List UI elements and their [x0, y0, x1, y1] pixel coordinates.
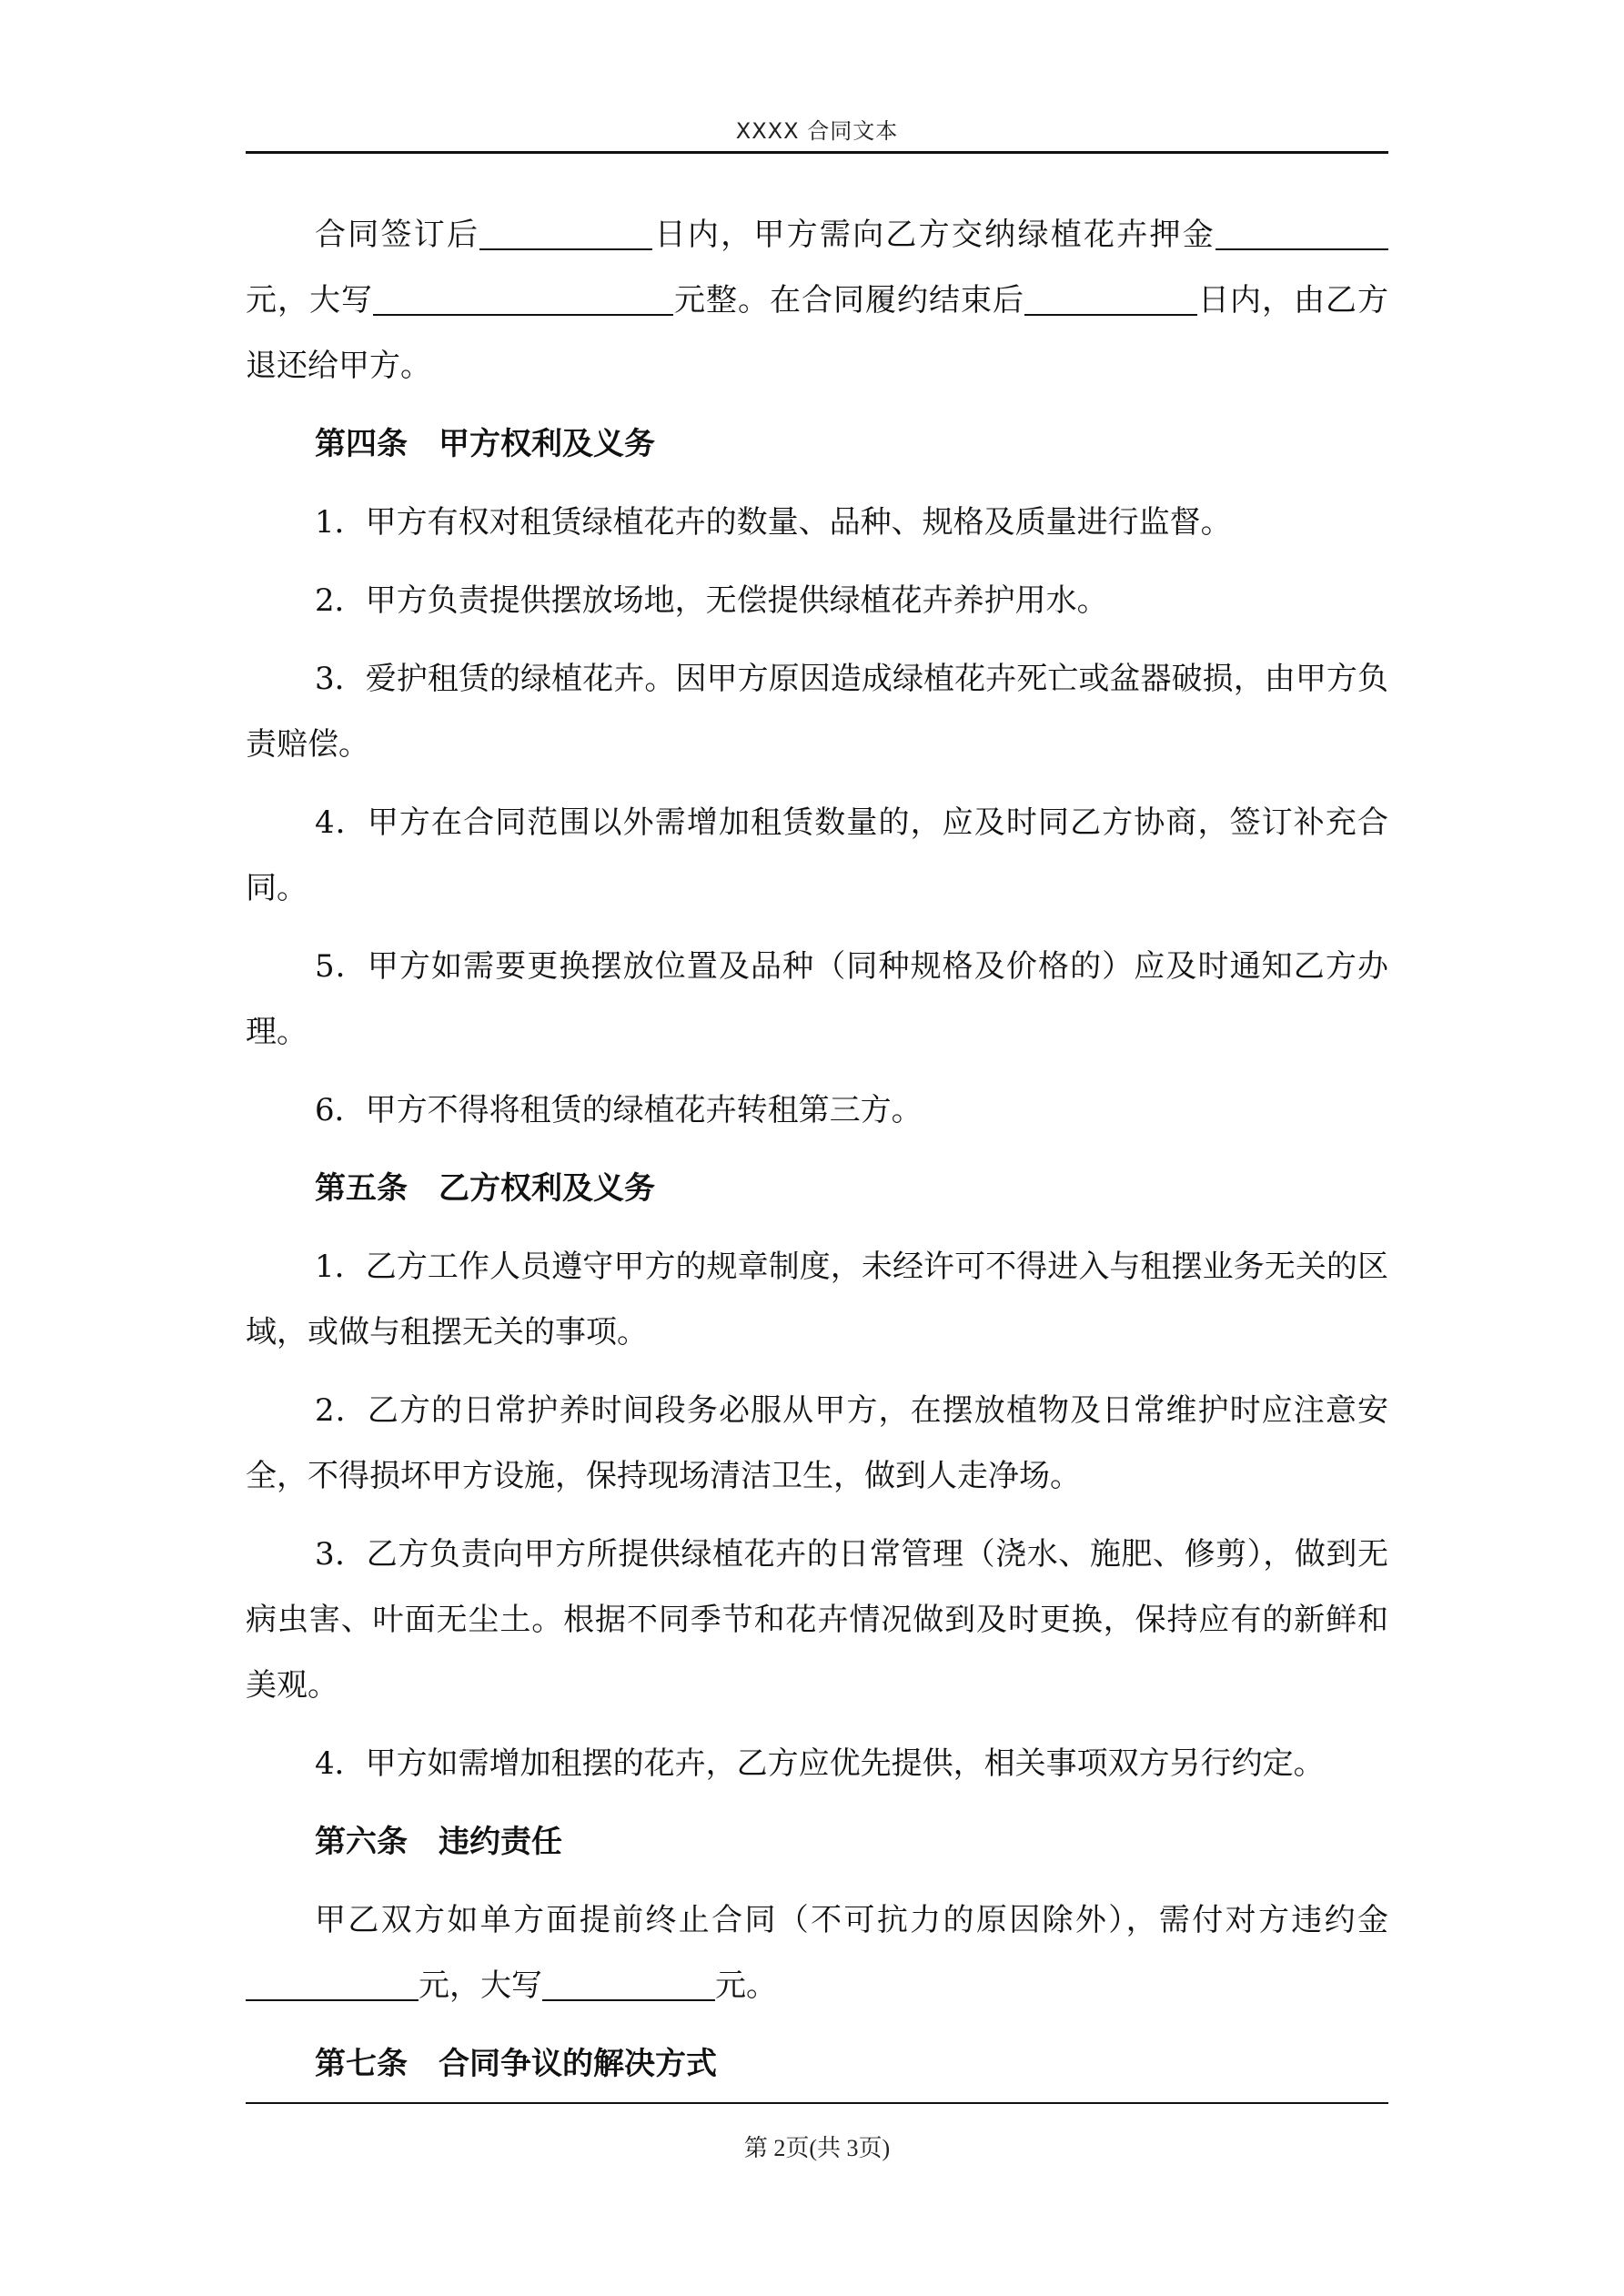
article-4-heading: 第四条 甲方权利及义务	[315, 426, 655, 462]
page-number: 第 2页(共 3页)	[743, 2135, 891, 2161]
blank-field	[1024, 287, 1197, 316]
text-run: 甲乙双方如单方面提前终止合同（不可抗力的原因除外），需付对方违约金	[315, 1902, 1388, 1938]
blank-field	[246, 1972, 419, 2001]
article-6-heading: 第六条 违约责任	[315, 1824, 562, 1860]
article-5-item: 2．乙方的日常护养时间段务必服从甲方，在摆放植物及日常维护时应注意安全，不得损坏甲方设施，保持现场清洁卫生，做到人走净场。	[246, 1392, 1388, 1494]
blank-field	[479, 221, 652, 250]
text-run: 元整。在合同履约结束后	[673, 282, 1024, 319]
text-run: 日内，由乙方退还给甲方。	[246, 282, 1388, 384]
text-run: 元，大写	[246, 282, 373, 319]
article-4-item: 3．爱护租赁的绿植花卉。因甲方原因造成绿植花卉死亡或盆器破损，由甲方负责赔偿。	[246, 661, 1388, 763]
footer-rule	[246, 2102, 1388, 2104]
text-run: 元，大写	[419, 1967, 542, 2004]
blank-field	[1215, 221, 1388, 250]
article-5-heading: 第五条 乙方权利及义务	[315, 1170, 655, 1207]
article-5-item: 3．乙方负责向甲方所提供绿植花卉的日常管理（浇水、施肥、修剪），做到无病虫害、叶面无尘土。根据不同季节和花卉情况做到及时更换，保持应有的新鲜和美观。	[246, 1536, 1388, 1704]
article-4-item: 6．甲方不得将租赁的绿植花卉转租第三方。	[315, 1092, 923, 1128]
article-4-item: 4．甲方在合同范围以外需增加租赁数量的，应及时同乙方协商，签订补充合同。	[246, 804, 1388, 906]
article-5-item: 4．甲方如需增加租摆的花卉，乙方应优先提供，相关事项双方另行约定。	[315, 1745, 1325, 1782]
text-run: 元。	[715, 1967, 777, 2004]
text-run: 日内，甲方需向乙方交纳绿植花卉押金	[652, 217, 1216, 253]
deposit-paragraph	[246, 202, 1388, 399]
article-4-item: 5．甲方如需要更换摆放位置及品种（同种规格及价格的）应及时通知乙方办理。	[246, 948, 1388, 1050]
blank-field	[542, 1972, 715, 2001]
article-4-item: 1．甲方有权对租赁绿植花卉的数量、品种、规格及质量进行监督。	[315, 504, 1232, 541]
article-6-paragraph	[246, 1887, 1388, 2018]
article-4-item: 2．甲方负责提供摆放场地，无偿提供绿植花卉养护用水。	[315, 582, 1108, 619]
text-run: 合同签订后	[315, 217, 480, 253]
article-5-item: 1．乙方工作人员遵守甲方的规章制度，未经许可不得进入与租摆业务无关的区域，或做与租摆无关的事项。	[246, 1249, 1388, 1350]
header-rule	[246, 151, 1388, 154]
article-7-heading: 第七条 合同争议的解决方式	[315, 2046, 717, 2082]
page-header: XXXX 合同文本	[735, 118, 899, 144]
document-body	[246, 202, 1388, 2109]
blank-field	[373, 287, 673, 316]
